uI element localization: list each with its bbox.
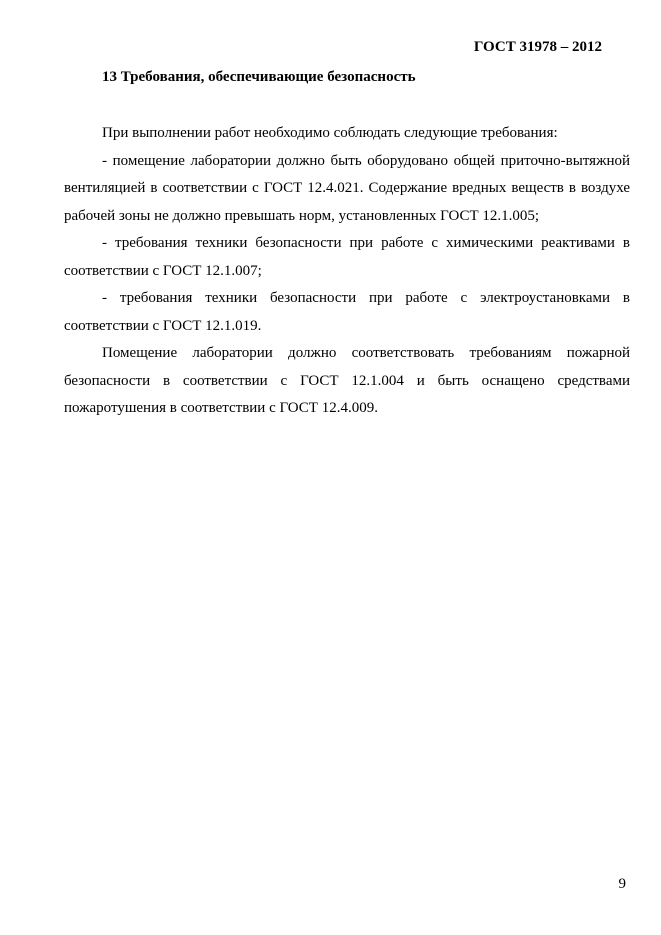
section-body bbox=[64, 120, 630, 423]
section-title: 13 Требования, обеспечивающие безопасность bbox=[102, 69, 416, 85]
paragraph-fire-safety-requirement: Помещение лаборатории должно соответствовать требованиям пожарной безопасности в соответствии с ГОСТ 12.1.004 и быть оснащено средствами пожаротушения в соответствии с ГОСТ 12.4.009. bbox=[64, 345, 630, 416]
paragraph-ventilation-requirement: - помещение лаборатории должно быть оборудовано общей приточно-вытяжной вентиляцией в соответствии с ГОСТ 12.4.021. Содержание вредных веществ в воздухе рабочей зоны не должно превышать норм, установленных ГОСТ 12.1.005; bbox=[64, 152, 630, 224]
paragraph-chemical-safety-requirement: - требования техники безопасности при работе с химическими реактивами в соответствии с ГОСТ 12.1.007; bbox=[64, 235, 630, 279]
page-number: 9 bbox=[618, 876, 626, 892]
standard-code-header: ГОСТ 31978 – 2012 bbox=[473, 39, 602, 55]
paragraph-intro: При выполнении работ необходимо соблюдать следующие требования: bbox=[102, 125, 558, 141]
paragraph-electrical-safety-requirement: - требования техники безопасности при работе с электроустановками в соответствии с ГОСТ 12.1.019. bbox=[64, 290, 630, 334]
